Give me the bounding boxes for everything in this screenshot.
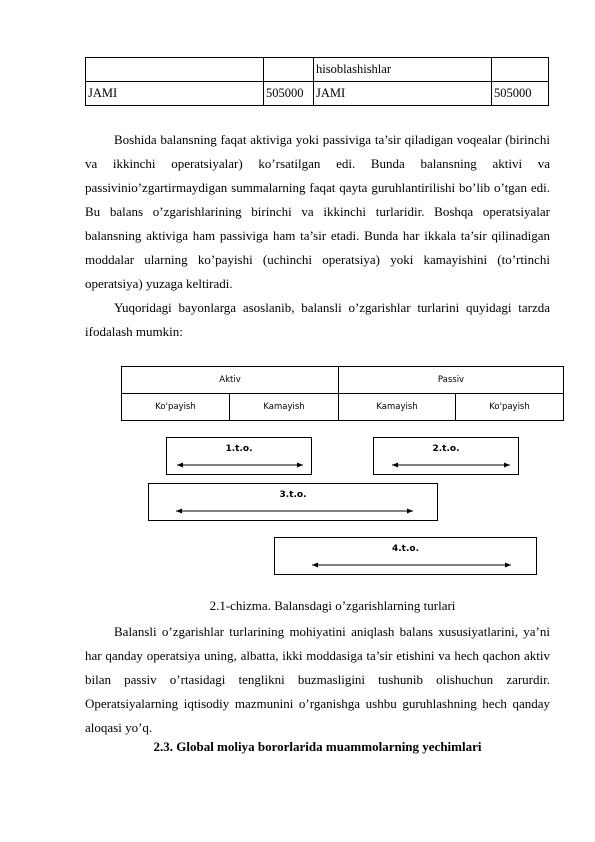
operation-box-1 [166, 437, 312, 475]
operation-box-4 [274, 537, 537, 575]
passiv-increase: Ko'payish [456, 394, 564, 421]
table-cell [264, 58, 314, 82]
table-row [86, 58, 549, 82]
operation-label-4: 4.t.o. [391, 544, 419, 554]
operation-label-2: 2.t.o. [432, 444, 460, 454]
table-cell: 505000 [492, 82, 549, 106]
paragraph-2: Yuqoridagi bayonlarga asoslanib, balansli o’zgarishlar turlarini quyidagi tarzda ifodalash mumkin: [85, 300, 550, 339]
balance-table [85, 57, 549, 106]
table-cell: hisoblashishlar [314, 58, 492, 82]
figure-caption: 2.1-chizma. Balansdagi o’zgarishlarning turlari [209, 598, 456, 613]
operation-box-3 [148, 483, 438, 521]
operation-label-1: 1.t.o. [225, 444, 253, 454]
paragraph-1: Boshida balansning faqat aktiviga yoki passiviga ta’sir qiladigan voqealar (birinchi va ikkinchi operatsiyalar) ko’rsatilgan edi. Bunda balansning aktivi va passivinio’zgartirmaydigan summalarning faqat qayta guruhlantirilishi bo’lib o’tgan edi. Bu balans o’zgarishlarining birinchi va ikkinchi turlaridir. Boshqa operatsiyalar balansning aktiviga ham passiviga ham ta’sir etadi. Bunda har ikkala ta’sir qilinadigan moddalar ularning ko’payishi (uchinchi operatsiya) yoki kamayishini (to’rtinchi operatsiya) yuzaga keltiradi. [85, 132, 550, 291]
table-cell: JAMI [86, 82, 264, 106]
double-arrow-icon [167, 438, 313, 476]
operation-box-2 [373, 437, 519, 475]
table-cell [86, 58, 264, 82]
paragraph-3: Balansli o’zgarishlar turlarining mohiyatini aniqlash balans xususiyatlarini, ya’ni har qanday operatsiya uning, albatta, ikki moddasiga ta’sir etishini va hech qachon aktiv bilan passiv o’rtasidagi tenglikni buzmasligini tushunib olishuchun zarurdir. Operatsiyalarning iqtisodiy mazmunini o’rganishga ushbu guruhlashning hech qanday aloqasi yo’q. [85, 624, 550, 735]
aktiv-increase: Ko'payish [122, 394, 230, 421]
double-arrow-icon [275, 538, 538, 576]
table-row [86, 82, 549, 106]
table-cell [492, 58, 549, 82]
section-heading: 2.3. Global moliya bororlarida muammolarning yechimlari [153, 739, 482, 754]
diagram-header-table [121, 366, 564, 421]
passiv-decrease: Kamayish [339, 394, 456, 421]
table-cell: JAMI [314, 82, 492, 106]
operation-label-3: 3.t.o. [279, 490, 307, 500]
double-arrow-icon [149, 484, 439, 522]
aktiv-decrease: Kamayish [230, 394, 339, 421]
aktiv-header: Aktiv [122, 367, 339, 394]
table-cell: 505000 [264, 82, 314, 106]
double-arrow-icon [374, 438, 520, 476]
passiv-header: Passiv [339, 367, 564, 394]
